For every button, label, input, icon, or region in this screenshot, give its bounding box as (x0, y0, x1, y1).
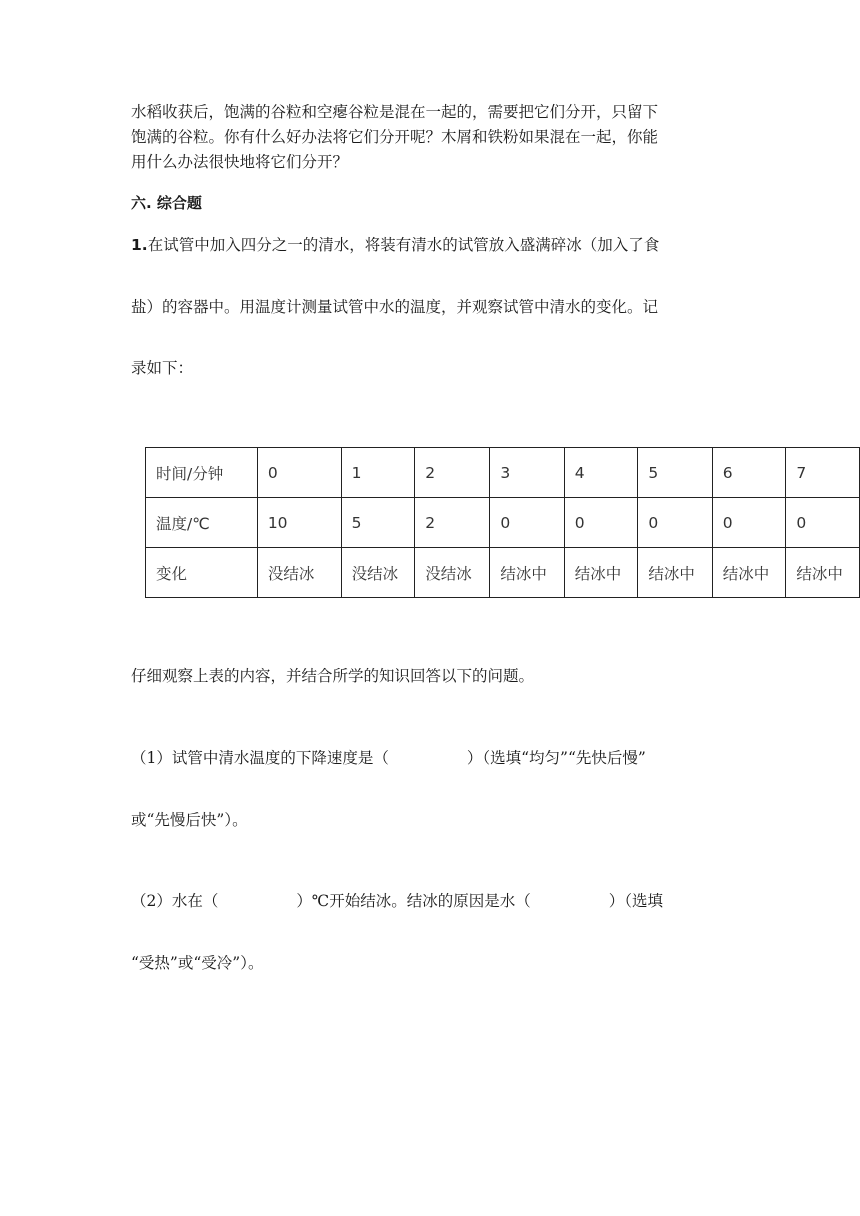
intro-line-1: 水稻收获后，饱满的谷粒和空瘪谷粒是混在一起的，需要把它们分开，只留下 (131, 103, 659, 121)
table-cell: 结冰中 (490, 548, 564, 598)
section-title: 六. 综合题 (131, 194, 202, 212)
table-row-change (146, 548, 860, 598)
intro-line-2: 饱满的谷粒。你有什么好办法将它们分开呢？木屑和铁粉如果混在一起，你能 (131, 128, 659, 146)
question-1-line-3: 录如下： (131, 359, 194, 377)
table-cell: 1 (341, 448, 415, 498)
question-1-text: 在试管中加入四分之一的清水，将装有清水的试管放入盛满碎冰（加入了食 (147, 236, 660, 254)
table-row-header: 温度/℃ (146, 498, 258, 548)
table-cell: 没结冰 (415, 548, 490, 598)
data-table-image (145, 447, 860, 601)
subquestion-2-text-b: ）℃开始结冰。结冰的原因是水（ (296, 892, 531, 910)
table-cell: 6 (712, 448, 786, 498)
subquestion-2-text-c: ）（选填 (608, 892, 663, 910)
table-cell: 2 (415, 448, 490, 498)
table-cell: 0 (257, 448, 341, 498)
subquestion-1-line-1 (131, 747, 646, 769)
table-cell: 4 (564, 448, 638, 498)
table-cell: 3 (490, 448, 564, 498)
table-cell: 没结冰 (341, 548, 415, 598)
table-cell: 结冰中 (564, 548, 638, 598)
table-cell: 10 (257, 498, 341, 548)
subquestion-1-text-b: ）（选填“均匀”“先快后慢” (466, 749, 646, 767)
question-1-line-1 (131, 234, 659, 256)
table-row-time (146, 448, 860, 498)
subquestion-2-line-1 (131, 890, 663, 912)
table-cell: 7 (786, 448, 860, 498)
table-cell: 结冰中 (712, 548, 786, 598)
table-row-header: 变化 (146, 548, 258, 598)
question-number: 1. (131, 236, 148, 254)
table-row-temperature (146, 498, 860, 548)
table-cell: 5 (341, 498, 415, 548)
subquestion-1-line-2: 或“先慢后快”）。 (131, 811, 248, 829)
subquestion-2-line-2: “受热”或“受冷”）。 (131, 954, 264, 972)
table-cell: 0 (490, 498, 564, 548)
table-cell: 结冰中 (786, 548, 860, 598)
table-cell: 2 (415, 498, 490, 548)
table-row-header: 时间/分钟 (146, 448, 258, 498)
table-cell: 0 (712, 498, 786, 548)
instruction-text: 仔细观察上表的内容，并结合所学的知识回答以下的问题。 (131, 667, 535, 685)
subquestion-1-text-a: （1）试管中清水温度的下降速度是（ (131, 749, 389, 767)
question-1-line-2: 盐）的容器中。用温度计测量试管中水的温度，并观察试管中清水的变化。记 (131, 298, 659, 316)
table-cell: 0 (786, 498, 860, 548)
table-cell: 结冰中 (638, 548, 712, 598)
table-cell: 5 (638, 448, 712, 498)
subquestion-2-text-a: （2）水在（ (131, 892, 219, 910)
table-cell: 0 (638, 498, 712, 548)
intro-line-3: 用什么办法很快地将它们分开？ (131, 153, 349, 171)
table-cell: 0 (564, 498, 638, 548)
table-cell: 没结冰 (257, 548, 341, 598)
data-table (145, 447, 860, 598)
